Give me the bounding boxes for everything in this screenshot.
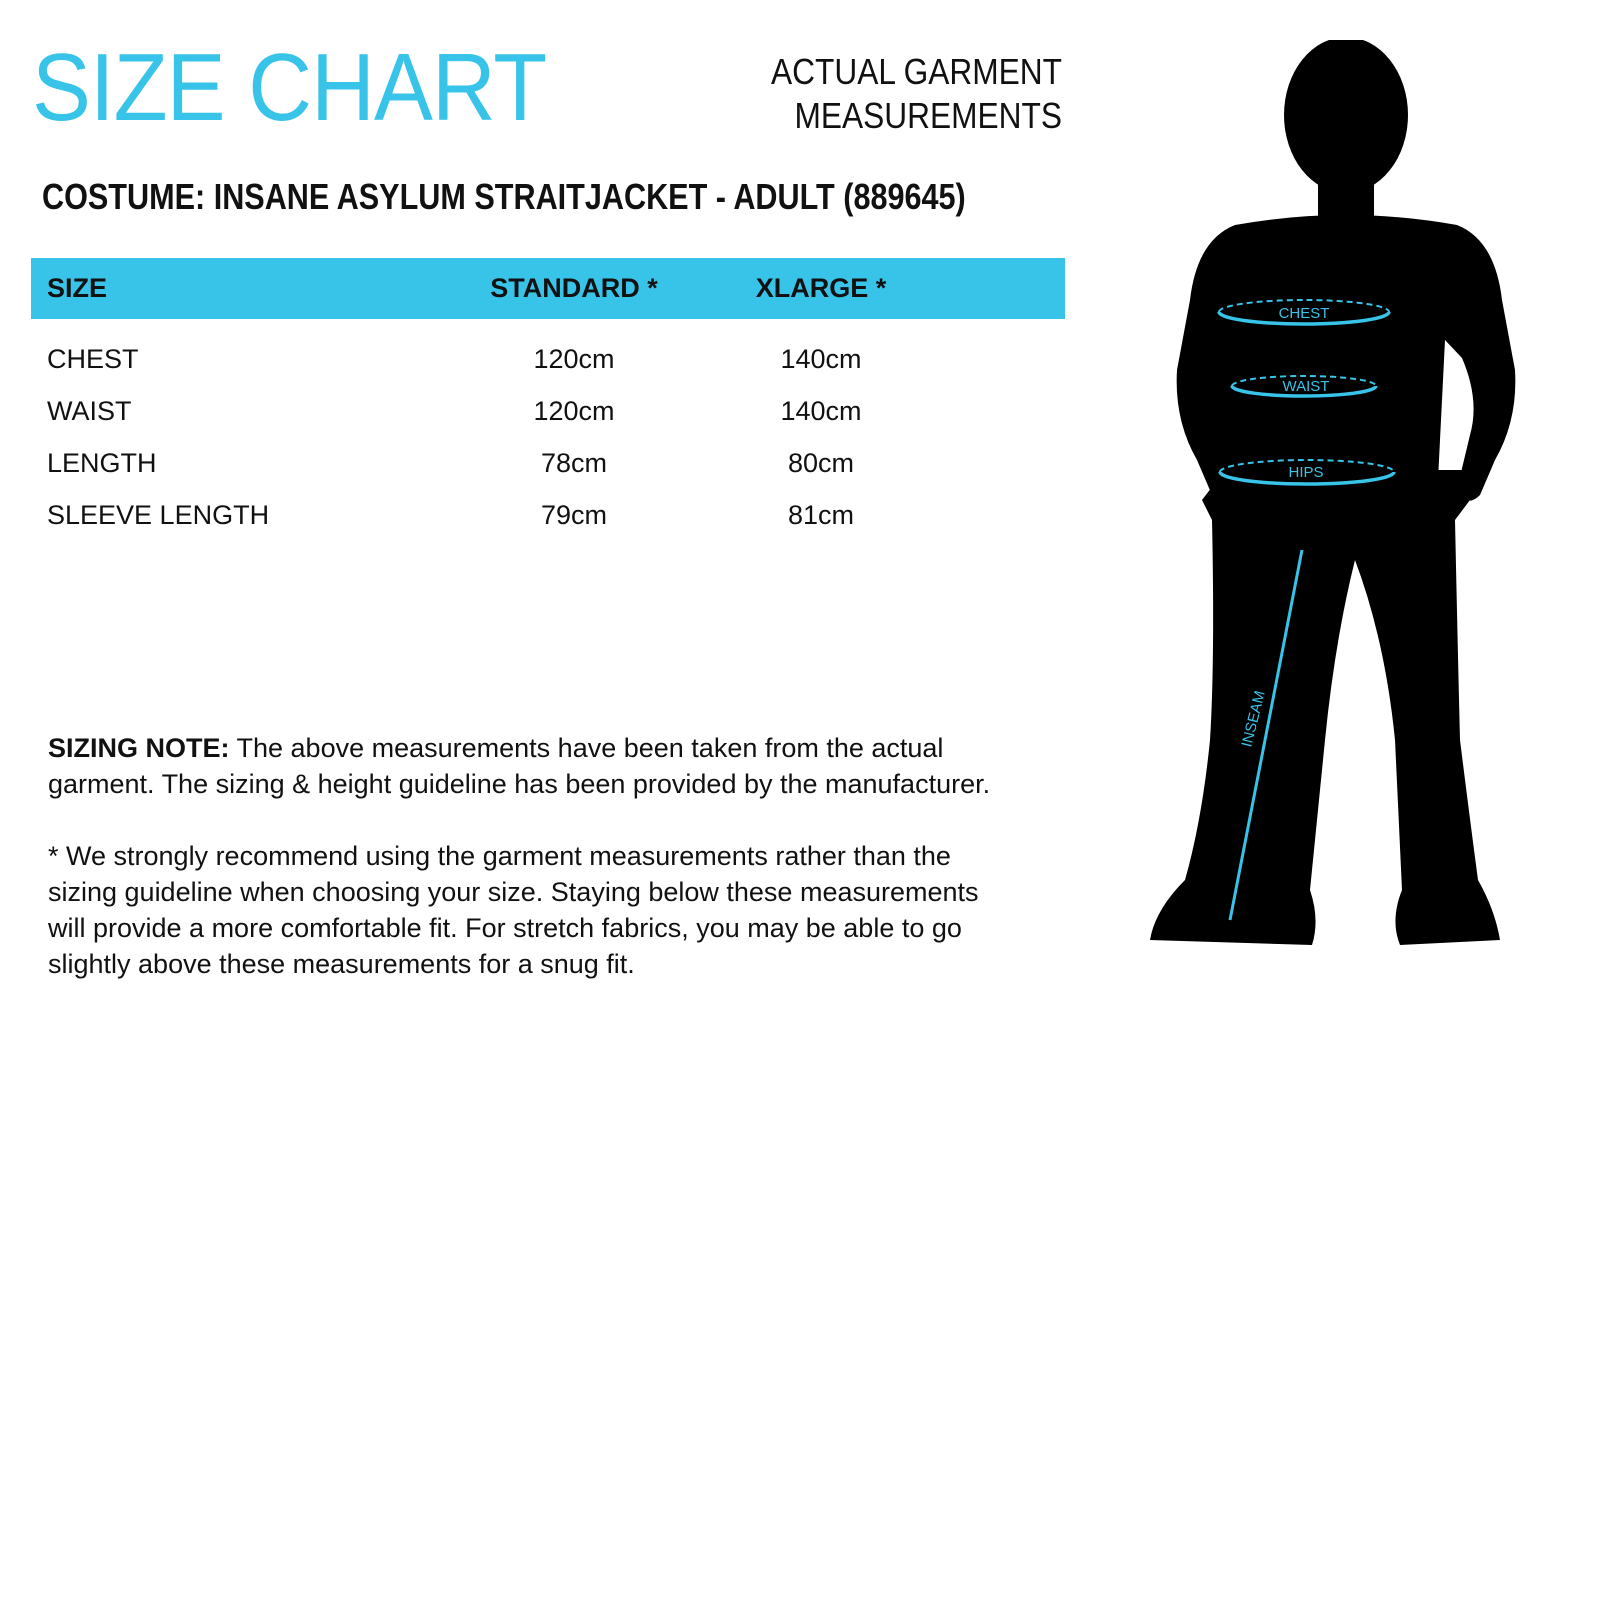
header-standard: STANDARD * [490, 273, 658, 303]
sizing-note [48, 730, 1008, 802]
costume-name: COSTUME: INSANE ASYLUM STRAITJACKET - ADULT (889645) [42, 176, 966, 217]
row-label: CHEST [47, 343, 139, 374]
row-label: SLEEVE LENGTH [47, 499, 270, 530]
table-row [31, 385, 1065, 437]
standard-value: 78cm [540, 447, 608, 478]
header-spacer [925, 258, 1065, 319]
recommendation-note: * We strongly recommend using the garment measurements rather than the sizing guideline when choosing your size. Staying below these measurements will provide a more comfortable fit. For stretch fabrics, you may be able to go slightly above these measurements for a snug fit. [48, 841, 979, 979]
page-title: SIZE CHART [32, 34, 547, 141]
waist-label: WAIST [1282, 378, 1330, 395]
standard-value: 120cm [533, 395, 615, 426]
xlarge-value: 81cm [787, 499, 855, 530]
inseam-label: INSEAM [1238, 688, 1269, 749]
body-silhouette-figure [1140, 40, 1560, 1000]
table-row [31, 437, 1065, 489]
xlarge-value: 140cm [780, 343, 862, 374]
xlarge-value: 140cm [780, 395, 862, 426]
standard-value: 79cm [540, 499, 608, 530]
chest-label: CHEST [1278, 305, 1330, 322]
sizing-note-label: SIZING NOTE: [48, 733, 230, 763]
size-table-header [31, 258, 1065, 319]
header-xlarge: XLARGE * [755, 273, 887, 303]
row-label: WAIST [47, 395, 132, 426]
header-size: SIZE [47, 273, 108, 303]
row-label: LENGTH [47, 447, 157, 478]
xlarge-value: 80cm [787, 447, 855, 478]
measurement-type-heading [743, 50, 1062, 138]
measurement-type-line-2: MEASUREMENTS [794, 95, 1062, 136]
silhouette [1150, 40, 1515, 945]
table-row [31, 319, 1065, 385]
table-row [31, 489, 1065, 541]
hips-label: HIPS [1288, 464, 1324, 481]
sizing-note-text: The above measurements have been taken from the actual garment. The sizing & height guideline has been provided by the manufacturer. [48, 733, 991, 799]
size-table [31, 258, 1065, 541]
standard-value: 120cm [533, 343, 615, 374]
sizing-notes [48, 730, 1008, 1018]
measurement-type-line-1: ACTUAL GARMENT [770, 51, 1062, 92]
